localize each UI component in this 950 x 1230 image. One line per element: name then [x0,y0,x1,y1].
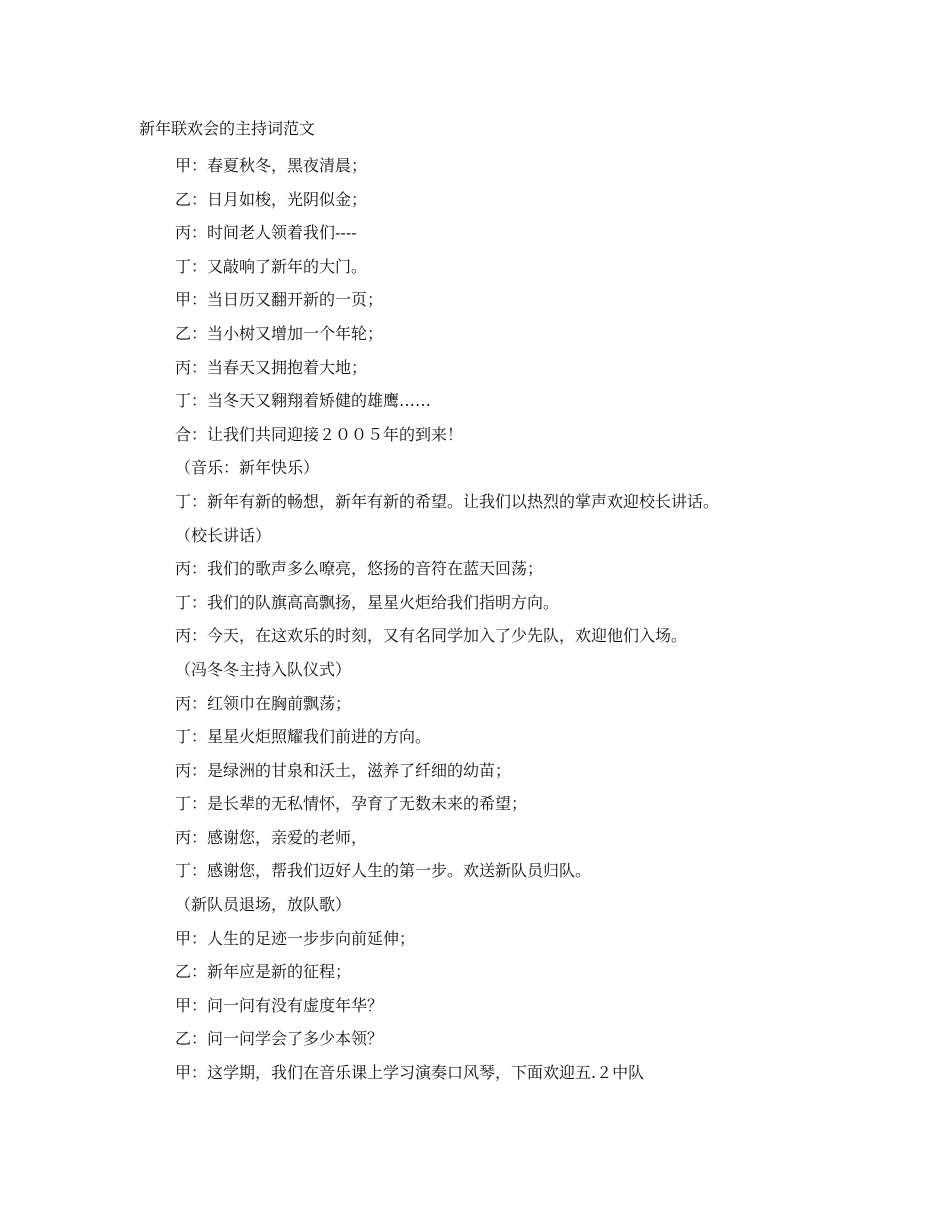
stage-direction: （冯冬冬主持入队仪式） [175,659,352,679]
script-line: 乙：新年应是新的征程； [175,962,352,982]
script-line: 丁：感谢您，帮我们迈好人生的第一步。欢送新队员归队。 [175,861,592,881]
script-line: 丁：新年有新的畅想，新年有新的希望。让我们以热烈的掌声欢迎校长讲话。 [175,491,720,511]
script-line: 甲：人生的足迹一步步向前延伸； [175,928,416,948]
document-title: 新年联欢会的主持词范文 [139,119,316,138]
script-line: 乙：问一问学会了多少本领？ [175,1029,384,1049]
script-line: 丁：我们的队旗高高飘扬，星星火炬给我们指明方向。 [175,592,560,612]
stage-direction: （校长讲话） [175,525,272,545]
script-line: 甲：当日历又翻开新的一页； [175,290,384,310]
script-line: 丙：红领巾在胸前飘荡； [175,693,352,713]
script-lines [175,154,719,1095]
script-line: 甲：春夏秋冬，黑夜清晨； [175,156,368,175]
script-line: 丙：是绿洲的甘泉和沃土，滋养了纤细的幼苗； [175,760,512,780]
stage-direction: （新队员退场，放队歌） [175,895,352,915]
script-line: 合：让我们共同迎接２００５年的到来！ [175,424,464,444]
script-line: 丁：又敲响了新年的大门。 [175,256,368,276]
script-line: 丙：感谢您，亲爱的老师， [175,827,368,847]
script-line: 甲：这学期，我们在音乐课上学习演奏口风琴，下面欢迎五.２中队 [175,1063,645,1083]
script-line: 丙：今天，在这欢乐的时刻，又有名同学加入了少先队，欢迎他们入场。 [175,626,688,646]
stage-direction: （音乐：新年快乐） [175,458,320,478]
script-line: 丙：当春天又拥抱着大地； [175,357,368,377]
script-line: 甲：问一问有没有虚度年华？ [175,995,384,1015]
script-line: 丁：是长辈的无私情怀，孕育了无数未来的希望； [175,794,528,814]
script-line: 丙：时间老人领着我们---- [175,223,357,243]
script-line: 乙：日月如梭，光阴似金； [175,189,368,209]
script-line: 丁：星星火炬照耀我们前进的方向。 [175,727,432,747]
script-line: 丁：当冬天又翱翔着矫健的雄鹰…… [175,391,432,411]
script-line: 乙：当小树又增加一个年轮； [175,323,384,343]
script-line: 丙：我们的歌声多么嘹亮，悠扬的音符在蓝天回荡； [175,559,544,579]
